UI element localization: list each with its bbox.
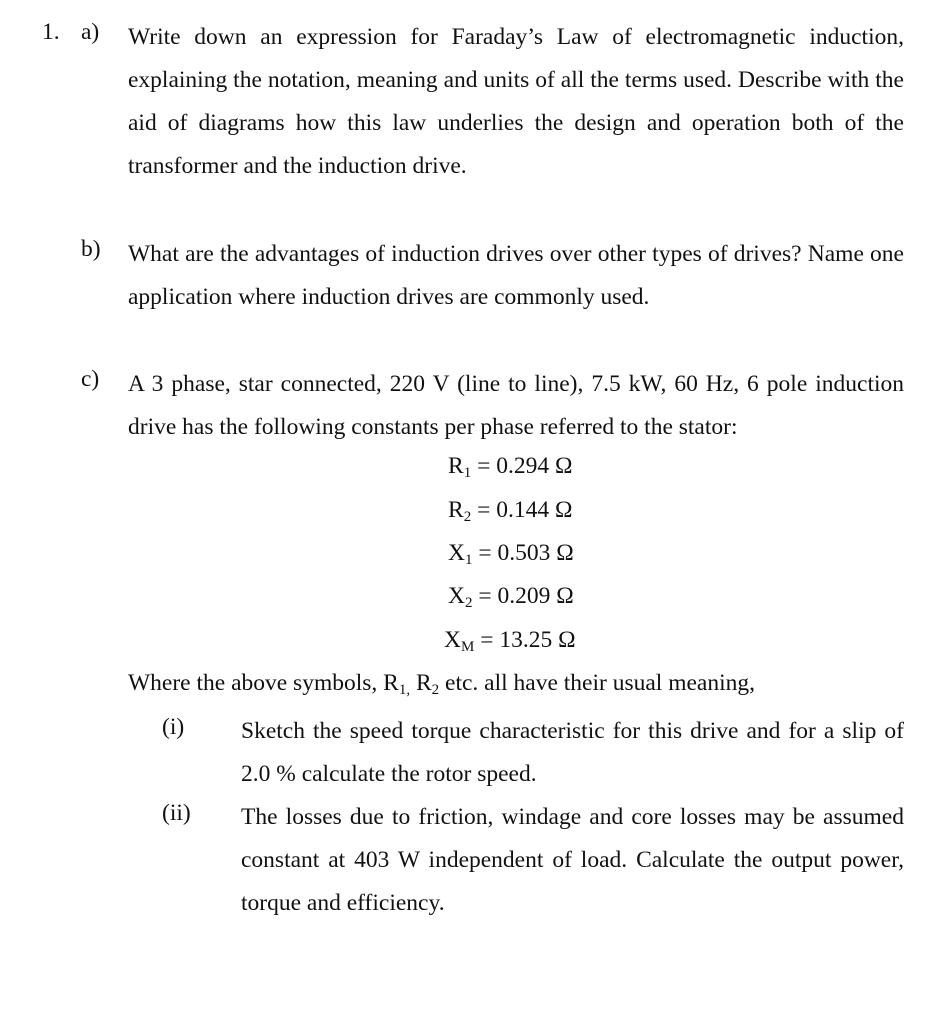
constant-symbol: X <box>444 627 461 653</box>
constant-value: = 0.503 Ω <box>478 540 574 566</box>
symbols-note <box>128 670 755 697</box>
constant-symbol: R <box>448 453 464 479</box>
constant-symbol: X <box>448 540 465 566</box>
part-b-label: b) <box>81 236 101 262</box>
constant-subscript: 2 <box>464 595 473 611</box>
symbols-note-sub2: 2 <box>431 682 440 698</box>
constant-value: = 0.209 Ω <box>478 583 574 609</box>
constant-subscript: 1 <box>463 465 472 481</box>
subpart-i-label: (i) <box>162 714 185 740</box>
subpart-i-text: Sketch the speed torque characteristic for this drive and for a slip of 2.0 % calculate the rotor speed. <box>241 718 904 787</box>
constant-subscript: M <box>460 639 475 655</box>
question-number: 1. <box>42 19 60 45</box>
constant-value: = 0.294 Ω <box>477 453 573 479</box>
subpart-ii-text: The losses due to friction, windage and core losses may be assumed constant at 403 W independent of load. Calculate the output power, torque and efficiency. <box>241 804 904 916</box>
symbols-note-mid: R <box>410 670 432 696</box>
symbols-note-sub1: 1, <box>398 682 411 698</box>
constant-xm <box>444 627 576 654</box>
part-b-text: What are the advantages of induction drives over other types of drives? Name one application where induction drives are commonly used. <box>128 241 904 310</box>
constant-subscript: 2 <box>463 509 472 525</box>
constant-r1 <box>448 453 572 480</box>
part-c-label: c) <box>81 366 100 392</box>
symbols-note-prefix: Where the above symbols, R <box>128 670 399 696</box>
subpart-ii-label: (ii) <box>162 800 191 826</box>
constant-symbol: X <box>448 583 465 609</box>
constant-value: = 13.25 Ω <box>480 627 576 653</box>
constant-symbol: R <box>448 497 464 523</box>
part-a-text: Write down an expression for Faraday’s Law of electromagnetic induction, explaining the notation, meaning and units of all the terms used. Describe with the aid of diagrams how this law underlies the design and operation both of the transformer and the induction drive. <box>128 24 904 179</box>
symbols-note-suffix: etc. all have their usual meaning, <box>439 670 755 696</box>
part-c-text: A 3 phase, star connected, 220 V (line to line), 7.5 kW, 60 Hz, 6 pole induction drive has the following constants per phase referred to the stator: <box>128 371 904 440</box>
constant-x2 <box>448 583 574 610</box>
constant-r2 <box>448 497 572 524</box>
constant-x1 <box>448 540 574 567</box>
constant-value: = 0.144 Ω <box>477 497 573 523</box>
constant-subscript: 1 <box>464 552 473 568</box>
part-a-label: a) <box>81 19 100 45</box>
